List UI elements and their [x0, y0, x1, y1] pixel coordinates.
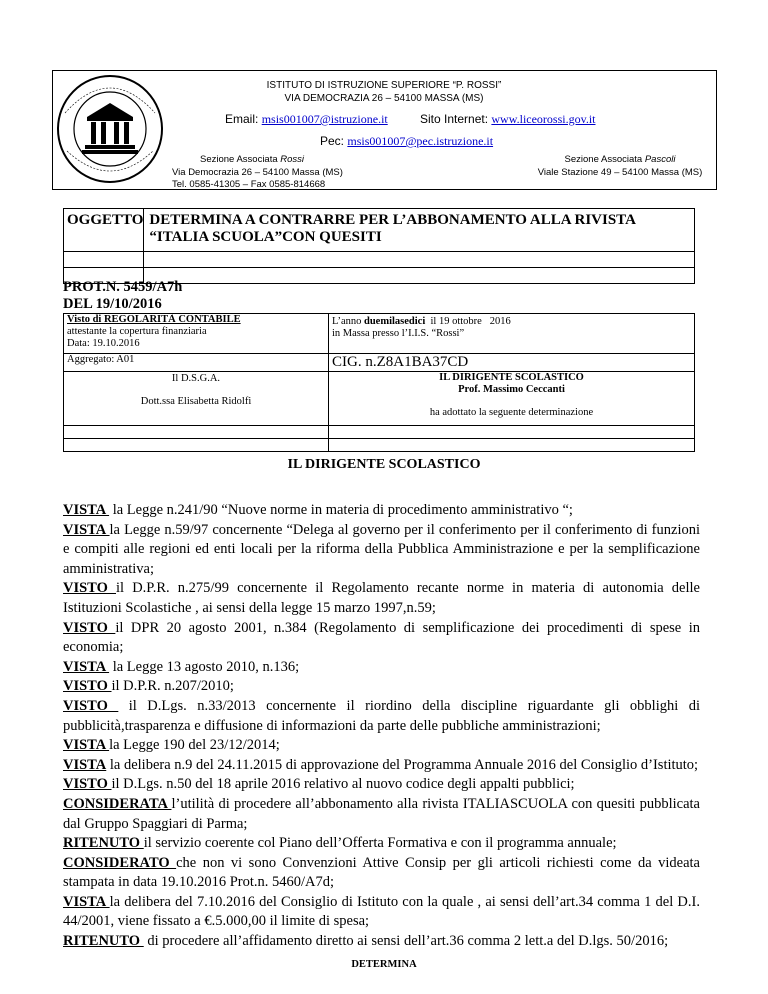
oggetto-label: OGGETTO — [67, 212, 144, 228]
premise-text: il D.Lgs. n.50 del 18 aprile 2016 relativo al nuovo codice degli appalti pubblici; — [111, 776, 575, 793]
premise-paragraph — [63, 579, 700, 618]
pec-label: Pec: — [320, 134, 345, 148]
premise-keyword: VISTA — [63, 893, 110, 910]
premise-text: la Legge n.241/90 “Nuove norme in materia di procedimento amministrativo “; — [109, 502, 573, 518]
pec-link[interactable]: msis001007@pec.istruzione.it — [347, 134, 494, 148]
premise-paragraph — [63, 658, 700, 678]
premise-paragraph — [63, 893, 700, 932]
premise-text: il DPR 20 agosto 2001, n.384 (Regolamento di semplificazione dei procedimenti di spese in economia; — [63, 619, 700, 656]
visto-line2: attestante la copertura finanziaria — [67, 326, 207, 337]
section-pascoli-name: Pascoli — [644, 154, 676, 165]
anno-cell — [329, 314, 695, 354]
premise-text: il D.P.R. n.275/99 concernente il Regolamento recante norme in materia di autonomia delle Istituzioni Scolastiche , ai sensi della legge 15 marzo 1997,n.59; — [63, 580, 700, 616]
oggetto-table — [63, 208, 695, 284]
premise-text: di procedere all’affidamento diretto ai sensi dell’art.36 comma 2 lett.a del D.lgs. 50/2016; — [143, 933, 669, 950]
empty-cell — [144, 268, 695, 284]
premise-keyword: VISTO — [63, 678, 112, 695]
section-rossi-address: Via Democrazia 26 – 54100 Massa (MS) — [172, 166, 343, 178]
premise-paragraph — [63, 521, 700, 580]
determina-heading: DETERMINA — [351, 959, 417, 970]
premise-keyword: RITENUTO — [63, 933, 144, 950]
header-address: VIA DEMOCRAZIA 26 – 54100 MASSA (MS) — [284, 93, 484, 104]
dsga-name: Dott.ssa Elisabetta Ridolfi — [140, 396, 252, 407]
premise-text: il servizio coerente col Piano dell’Offerta Formativa e con il programma annuale; — [143, 835, 617, 852]
protocol-block — [63, 279, 182, 313]
premise-keyword: VISTA — [63, 521, 110, 538]
protocol-date: DEL 19/10/2016 — [63, 296, 162, 312]
section-pascoli — [530, 154, 710, 179]
premise-keyword: VISTO — [63, 580, 116, 597]
premise-paragraph — [63, 834, 700, 854]
premise-text: la Legge 190 del 23/12/2014; — [109, 737, 280, 754]
premises-body — [63, 501, 700, 952]
dsga-cell — [64, 372, 329, 426]
visto-title: Visto di REGOLARITÀ CONTABILE — [67, 314, 241, 325]
anno-line2: in Massa presso l’I.I.S. “Rossi” — [332, 328, 465, 339]
ds-name: Prof. Massimo Ceccanti — [458, 384, 565, 395]
premise-text: la Legge 13 agosto 2010, n.136; — [109, 658, 300, 675]
empty-cell — [329, 439, 695, 452]
header-institute-name: ISTITUTO DI ISTRUZIONE SUPERIORE “P. ROSSI” — [266, 80, 502, 91]
site-link[interactable]: www.liceorossi.gov.it — [491, 112, 596, 126]
premise-paragraph — [63, 697, 700, 736]
section-rossi-prefix: Sezione Associata — [200, 154, 281, 165]
premise-paragraph — [63, 756, 700, 776]
empty-cell — [64, 439, 329, 452]
email-link[interactable]: msis001007@istruzione.it — [261, 112, 388, 126]
header-pec — [320, 134, 493, 149]
premise-paragraph — [63, 736, 700, 756]
premise-text: la Legge n.59/97 concernente “Delega al governo per il conferimento per il conferimento di funzioni e compiti alle regioni ed enti locali per la riforma della Pubblica Amministrazione e per la semplificazione amministrativa; — [63, 521, 701, 577]
oggetto-line2: “ITALIA SCUOLA”CON QUESITI — [149, 229, 382, 245]
aggregato: Aggregato: A01 — [67, 354, 135, 365]
premise-keyword: VISTO — [63, 619, 116, 636]
premise-paragraph — [63, 795, 700, 834]
section-pascoli-address: Viale Stazione 49 – 54100 Massa (MS) — [537, 166, 703, 178]
email-label: Email: — [225, 112, 259, 126]
premise-keyword: RITENUTO — [63, 835, 144, 852]
visto-table — [63, 313, 695, 452]
premise-keyword: VISTA — [63, 737, 110, 754]
visto-cell — [64, 314, 329, 354]
aggregato-cell — [64, 354, 329, 372]
empty-cell — [64, 426, 329, 439]
premise-paragraph — [63, 775, 700, 795]
adottato-text: ha adottato la seguente determinazione — [429, 407, 594, 418]
premise-text: che non vi sono Convenzioni Attive Consip per gli articoli richiesti come da videata stampata in data 19.10.2016 Prot.n. 5460/A7d; — [63, 854, 700, 891]
anno-bold: duemilasedici — [363, 316, 426, 327]
premise-text: il D.P.R. n.207/2010; — [111, 678, 234, 695]
premise-keyword: VISTA — [63, 756, 107, 773]
premise-paragraph — [63, 854, 700, 893]
premise-keyword: CONSIDERATA — [63, 795, 172, 812]
header-site — [420, 112, 596, 127]
anno-prefix: L’anno — [332, 316, 364, 327]
site-label: Sito Internet: — [420, 112, 489, 126]
premise-paragraph — [63, 932, 700, 952]
premise-paragraph — [63, 501, 700, 521]
empty-cell — [64, 252, 144, 268]
cig-code: CIG. n.Z8A1BA37CD — [332, 354, 469, 370]
section-pascoli-prefix: Sezione Associata — [564, 154, 645, 165]
ds-title: IL DIRIGENTE SCOLASTICO — [439, 372, 584, 383]
oggetto-line1: DETERMINA A CONTRARRE PER L’ABBONAMENTO ALLA RIVISTA — [149, 212, 636, 228]
premise-paragraph — [63, 677, 700, 697]
premise-keyword: VISTO — [63, 697, 119, 714]
oggetto-text-cell — [144, 209, 695, 252]
premise-text: il D.Lgs. n.33/2013 concernente il riordino della discipline riguardante gli obblighi di pubblicità,trasparenza e diffusione di informazioni da parte delle pubbliche amministrazioni; — [63, 697, 700, 734]
premise-keyword: VISTA — [63, 502, 110, 518]
ds-cell — [329, 372, 695, 426]
premise-paragraph — [63, 619, 700, 658]
protocol-number: PROT.N. 5459/A7h — [63, 279, 183, 295]
visto-date: Data: 19.10.2016 — [67, 338, 140, 349]
premise-text: la delibera del 7.10.2016 del Consiglio di Istituto con la quale , ai sensi dell’art.34 comma 1 del D.I. 44/2001, viene fissato a €.5.000,00 il limite di spesa; — [63, 893, 700, 930]
anno-rest: il 19 ottobre 2016 — [425, 316, 511, 327]
premise-text: l’utilità di procedere all’abbonamento alla rivista ITALIASCUOLA con quesiti pubblicata dal Gruppo Spaggiari di Parma; — [63, 795, 700, 832]
header-email — [225, 112, 388, 127]
empty-cell — [329, 426, 695, 439]
section-title: IL DIRIGENTE SCOLASTICO — [287, 457, 481, 472]
dsga-title: Il D.S.G.A. — [171, 373, 221, 384]
premise-keyword: VISTA — [63, 658, 110, 675]
premise-keyword: CONSIDERATO — [63, 854, 177, 871]
premise-text: la delibera n.9 del 24.11.2015 di approvazione del Programma Annuale 2016 del Consiglio d’Istituto; — [106, 756, 699, 773]
cig-cell — [329, 354, 695, 372]
premise-keyword: VISTO — [63, 776, 112, 793]
section-rossi — [172, 154, 343, 192]
oggetto-label-cell — [64, 209, 144, 252]
section-rossi-name: Rossi — [280, 154, 305, 165]
section-rossi-phone: Tel. 0585-41305 – Fax 0585-814668 — [172, 179, 326, 190]
oggetto-text — [144, 209, 694, 246]
empty-cell — [144, 252, 695, 268]
